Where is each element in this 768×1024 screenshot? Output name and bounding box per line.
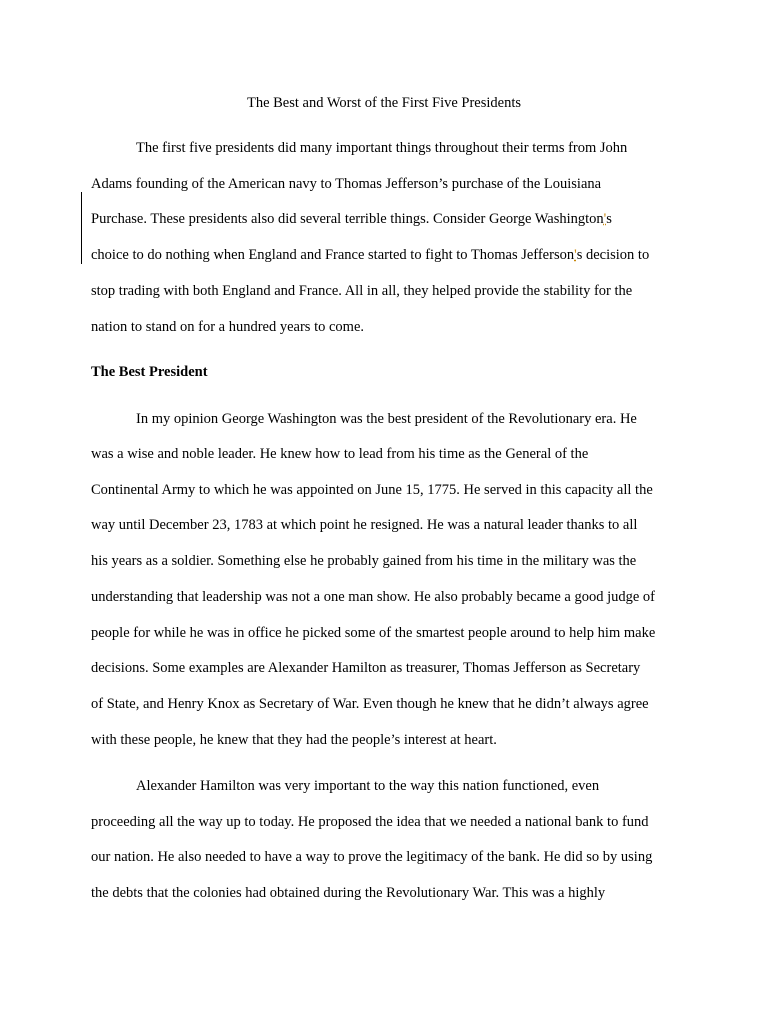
best-line-2: was a wise and noble leader. He knew how to lead from his time as the General of the (91, 446, 589, 462)
intro-line-2: Adams founding of the American navy to Thomas Jefferson’s purchase of the Louisiana (91, 176, 602, 192)
best-line-1: In my opinion George Washington was the best president of the Revolutionary era. He (136, 411, 637, 427)
best-line-5: his years as a soldier. Something else he probably gained from his time in the military was the (91, 553, 637, 569)
document-title: The Best and Worst of the First Five Presidents (246, 95, 522, 111)
best-line-10: with these people, he knew that they had the people’s interest at heart. (91, 732, 497, 748)
intro-line-5: stop trading with both England and France. All in all, they helped provide the stability for the (91, 283, 633, 299)
intro-line-4-text: choice to do nothing when England and France started to fight to Thomas Jefferson (91, 247, 575, 263)
best-line-9: of State, and Henry Knox as Secretary of War. Even though he knew that he didn’t always agree (91, 696, 649, 712)
intro-line-4-suffix: s decision to (576, 247, 650, 263)
intro-line-3-text: Purchase. These presidents also did several terrible things. Consider George Washington (91, 211, 604, 227)
best-line-3: Continental Army to which he was appointed on June 15, 1775. He served in this capacity all the (91, 482, 653, 498)
tracked-change-bar (81, 192, 82, 264)
hamilton-line-4: the debts that the colonies had obtained during the Revolutionary War. This was a highly (91, 885, 606, 901)
best-line-8: decisions. Some examples are Alexander Hamilton as treasurer, Thomas Jefferson as Secretary (91, 660, 641, 676)
best-line-7: people for while he was in office he picked some of the smartest people around to help him make (91, 625, 656, 641)
intro-line-3 (91, 209, 612, 229)
hamilton-line-2: proceeding all the way up to today. He proposed the idea that we needed a national bank to fund (91, 814, 649, 830)
section-heading-best-president: The Best President (91, 364, 208, 380)
hamilton-line-1: Alexander Hamilton was very important to the way this nation functioned, even (136, 778, 600, 794)
best-line-4: way until December 23, 1783 at which point he resigned. He was a natural leader thanks to all (91, 517, 638, 533)
tracked-change-apostrophe[interactable]: ' (574, 247, 577, 263)
best-line-6: understanding that leadership was not a one man show. He also probably became a good judge of (91, 589, 655, 605)
intro-line-1: The first five presidents did many important things throughout their terms from John (136, 140, 628, 156)
hamilton-line-3: our nation. He also needed to have a way to prove the legitimacy of the bank. He did so by using (91, 849, 653, 865)
intro-line-6: nation to stand on for a hundred years to come. (91, 319, 365, 335)
tracked-change-apostrophe[interactable]: ' (603, 211, 607, 227)
intro-line-3-suffix: s (606, 211, 612, 227)
intro-line-4 (91, 245, 649, 265)
